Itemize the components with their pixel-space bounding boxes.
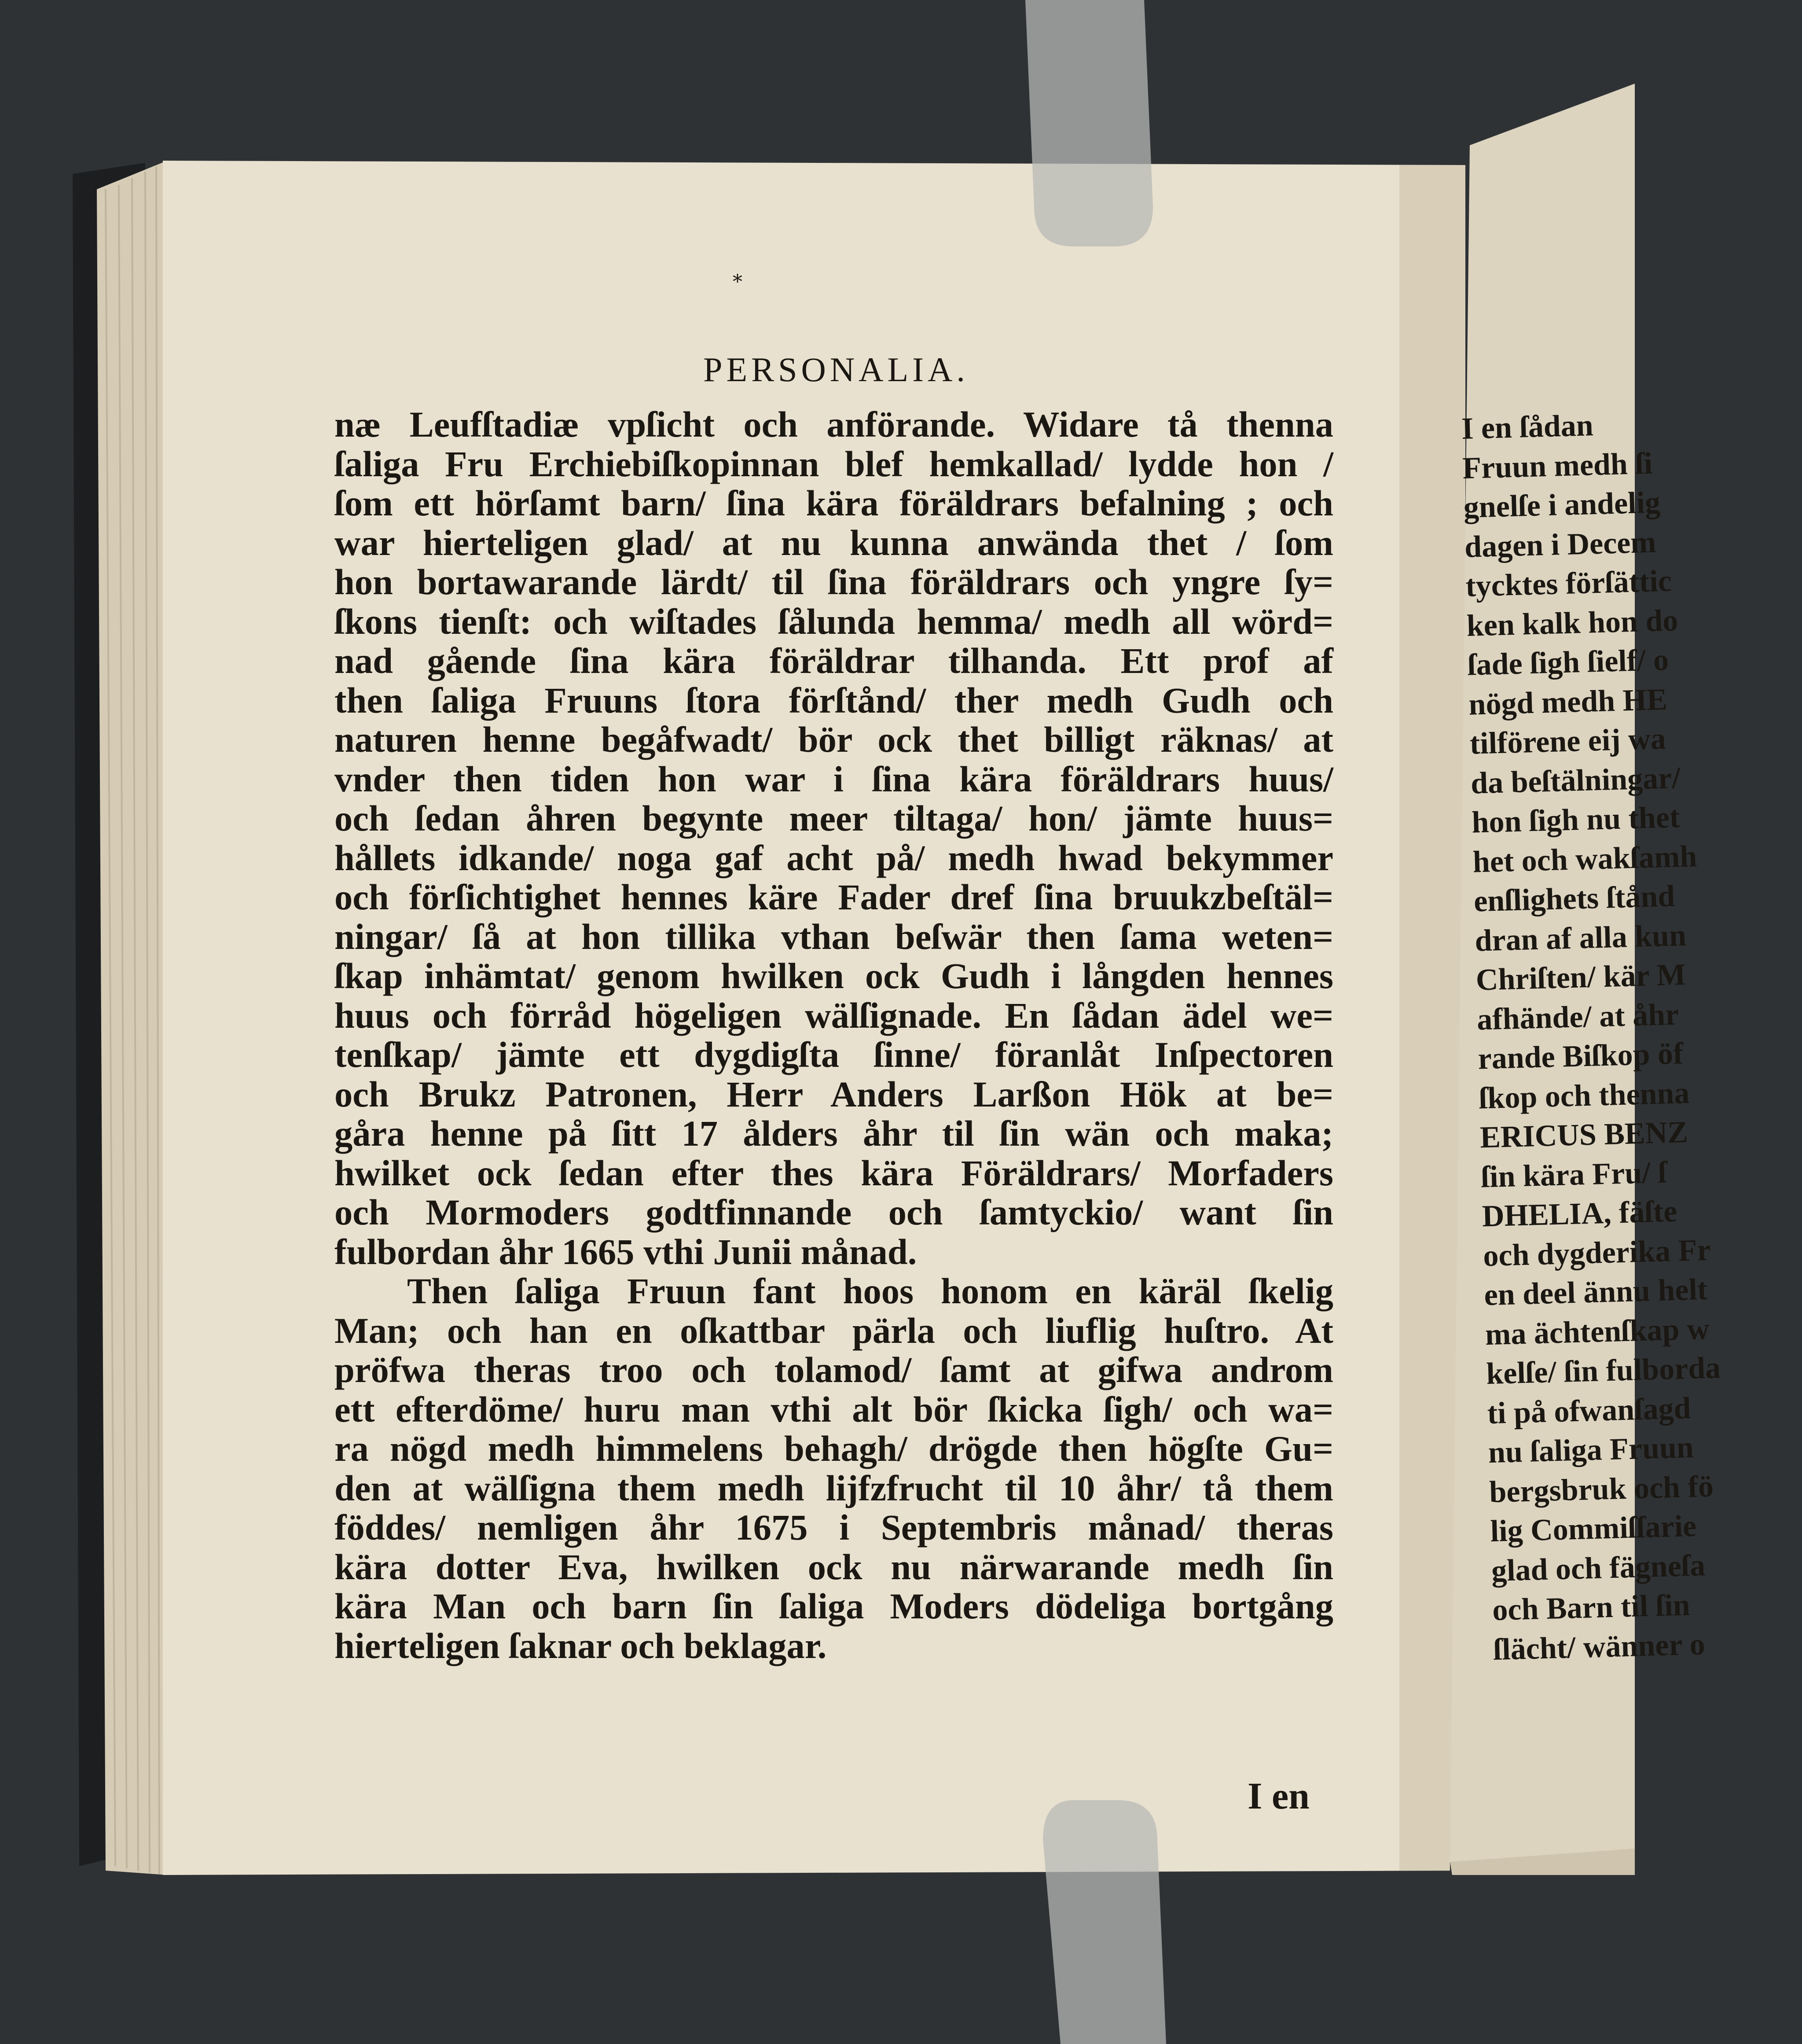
facing-text-line: dran af alla kun	[1474, 918, 1687, 958]
facing-text-line: ſin kära Fru/ ſ	[1480, 1155, 1667, 1194]
body-text	[334, 405, 1333, 1665]
text-line: hwilket ock ſedan efter thes kära Föräldrars/ Morfaders	[334, 1152, 1333, 1193]
facing-text-line: bergsbruk och fö	[1489, 1469, 1714, 1509]
facing-text-line: nu ſaliga Fruun	[1488, 1430, 1694, 1470]
text-line: næ Leufſtadiæ vpſicht och anförande. Widare tå thenna	[334, 404, 1333, 445]
facing-text-line: gnelſe i andelig	[1463, 485, 1661, 525]
facing-text-line: rande Biſkop öf	[1477, 1037, 1684, 1076]
facing-page	[1448, 57, 1721, 1818]
facing-text-line: dagen i Decem	[1464, 525, 1657, 564]
text-line: Then ſaliga Fruun fant hoos honom en käräl ſkelig	[407, 1271, 1333, 1311]
facing-text-line: afhände/ at åhr	[1476, 997, 1680, 1037]
bottom-clip	[1043, 1800, 1166, 2044]
text-line: vnder then tiden hon war i ſina kära föräldrars huus/	[334, 758, 1333, 799]
text-line: ſkap inhämtat/ genom hwilken ock Gudh i långden hennes	[334, 956, 1333, 996]
facing-text-line: ſade ſigh ſielf/ o	[1467, 643, 1670, 682]
text-line: naturen henne begåfwadt/ bör ock thet billigt räknas/ at	[334, 719, 1333, 760]
text-line: och Mormoders godtfinnande och ſamtyckio/ want ſin	[334, 1192, 1333, 1232]
facing-text-line: ma ächtenſkap w	[1485, 1312, 1710, 1352]
text-line: hierteligen ſaknar och beklagar.	[334, 1625, 827, 1666]
facing-text-line: lig Commiſſarie	[1490, 1509, 1697, 1549]
text-line: ſom ett hörſamt barn/ ſina kära föräldrars befalning ; och	[334, 483, 1333, 523]
text-line: och Brukz Patronen, Herr Anders Larßon Hök at be=	[334, 1073, 1333, 1114]
page-mark: *	[733, 271, 742, 293]
running-head: PERSONALIA.	[703, 350, 969, 389]
facing-text-line: ERICUS BENZ	[1479, 1115, 1688, 1155]
text-line: ſaliga Fru Erchiebiſkopinnan blef hemkallad/ lydde hon /	[334, 443, 1333, 484]
facing-text-line: DHELIA, fäſte	[1482, 1194, 1678, 1234]
text-line: föddes/ nemligen åhr 1675 i Septembris månad/ theras	[334, 1507, 1333, 1548]
facing-text-line: och dygderika Fr	[1483, 1233, 1711, 1273]
facing-text-line: het och wakſamh	[1472, 839, 1698, 879]
facing-text-line: kelſe/ ſin fulborda	[1486, 1351, 1721, 1391]
facing-text-line: och Barn til ſin	[1492, 1588, 1691, 1628]
top-clip	[1025, 0, 1153, 246]
facing-text-line: glad och fägneſa	[1491, 1548, 1706, 1588]
text-line: hon bortawarande lärdt/ til ſina föräldrars och yngre ſy=	[334, 562, 1333, 602]
facing-text-line: tycktes förſättic	[1465, 564, 1672, 603]
text-line: ett efterdöme/ huru man vthi alt bör ſkicka ſigh/ och wa=	[334, 1389, 1333, 1430]
text-line: gåra henne på ſitt 17 ålders åhr til ſin wän och maka;	[334, 1113, 1333, 1154]
facing-text-line: nögd medh HE	[1468, 682, 1668, 722]
facing-text-line: hon ſigh nu thet	[1471, 800, 1681, 840]
text-line: tenſkap/ jämte ett dygdigſta ſinne/ föranlåt Inſpectoren	[334, 1034, 1333, 1075]
facing-text-line: ſkop och thenna	[1478, 1076, 1690, 1115]
text-line: pröfwa theras troo och tolamod/ ſamt at gifwa androm	[334, 1349, 1333, 1390]
text-line: ra nögd medh himmelens behagh/ drögde then högſte Gu=	[334, 1428, 1333, 1469]
facing-text-line: da beſtälningar/	[1470, 761, 1681, 801]
text-line: kära dotter Eva, hwilken ock nu närwarande medh ſin	[334, 1546, 1333, 1587]
facing-text-line: Chriſten/ kär M	[1475, 958, 1686, 997]
facing-page-text	[1461, 401, 1802, 1669]
catchword: I en	[1248, 1775, 1310, 1817]
text-line: huus och förråd högeligen wälſignade. En ſådan ädel we=	[334, 995, 1333, 1036]
text-line: ſkons tienſt: och wiſtades ſålunda hemma/ medh all wörd=	[334, 601, 1333, 642]
text-line: kära Man och barn ſin ſaliga Moders dödeliga bortgång	[334, 1586, 1333, 1626]
text-line: nad gående ſina kära föräldrar tilhanda. Ett prof af	[334, 640, 1333, 681]
text-line: then ſaliga Fruuns ſtora förſtånd/ ther medh Gudh och	[334, 680, 1333, 721]
right-page-lower	[1450, 1862, 1635, 2044]
text-line: fulbordan åhr 1665 vthi Junii månad.	[334, 1231, 917, 1272]
facing-text-line: I en ſådan	[1461, 408, 1594, 446]
text-line: och ſedan åhren begynte meer tiltaga/ hon/ jämte huus=	[334, 798, 1333, 838]
facing-text-line: Fruun medh ſi	[1462, 446, 1653, 485]
facing-text-line: tilförene eij wa	[1469, 722, 1666, 761]
text-line: Man; och han en oſkattbar pärla och liuflig huſtro. At	[334, 1310, 1333, 1351]
facing-text-line: en deel ännu helt	[1483, 1272, 1708, 1312]
text-line: och förſichtighet hennes käre Fader dref ſina bruukzbeſtäl=	[334, 877, 1333, 917]
facing-text-line: ſlächt/ wänner o	[1493, 1627, 1706, 1667]
text-line: hållets idkande/ noga gaf acht på/ medh hwad bekymmer	[334, 837, 1333, 878]
facing-text-line: ken kalk hon do	[1466, 603, 1679, 643]
facing-text-line: ti på ofwanſagd	[1486, 1391, 1692, 1430]
text-line: den at wälſigna them medh lijfzfrucht til 10 åhr/ tå them	[334, 1467, 1333, 1508]
text-line: war hierteligen glad/ at nu kunna anwända thet / ſom	[334, 522, 1333, 563]
facing-text-line: enſlighets ſtånd	[1473, 879, 1676, 919]
text-line: ningar/ ſå at hon tillika vthan beſwär then ſama weten=	[334, 916, 1333, 957]
